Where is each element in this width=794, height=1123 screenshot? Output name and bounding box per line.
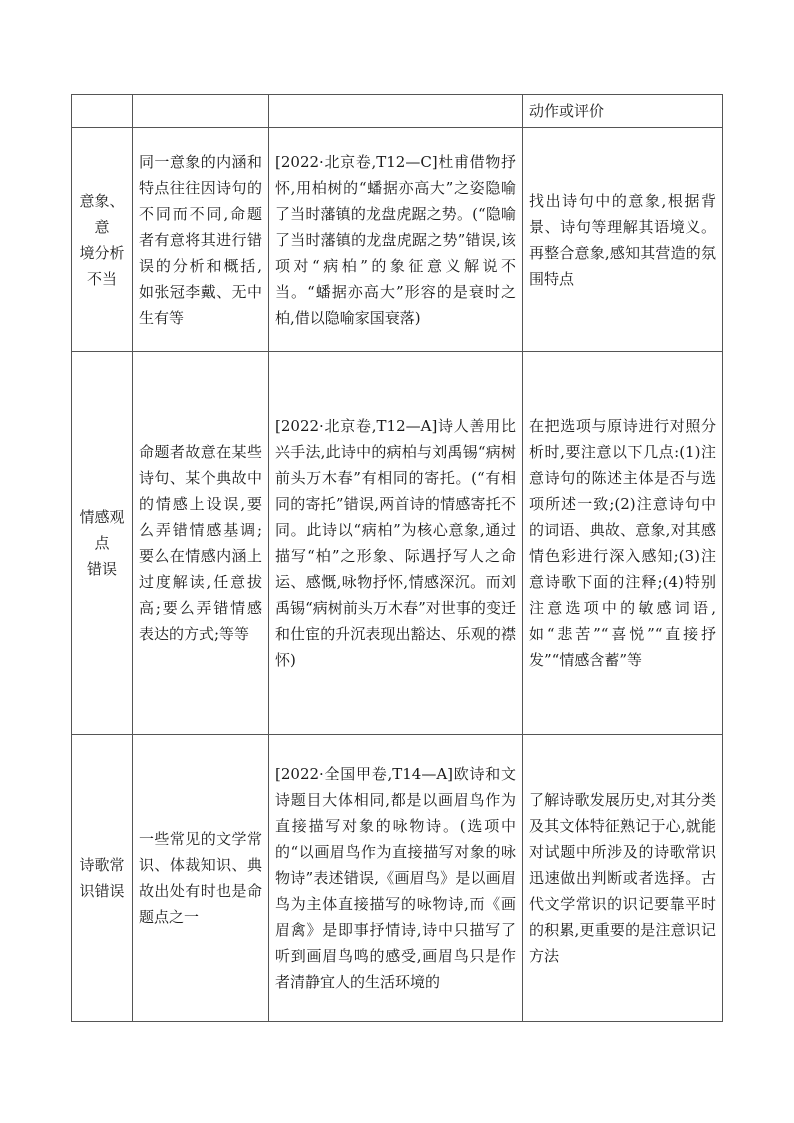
analysis-table — [71, 94, 723, 1022]
category-cell — [72, 735, 133, 1022]
category-line: 意象、意 — [79, 191, 125, 236]
category-line: 识错误 — [79, 882, 125, 900]
method-cell: 找出诗句中的意象,根据背景、诗句等理解其语境义。再整合意象,感知其营造的氛围特点 — [523, 128, 723, 352]
category-cell — [72, 128, 133, 352]
category-line: 不当 — [86, 269, 117, 288]
header-cell-1 — [72, 95, 133, 128]
header-cell-4: 动作或评价 — [523, 95, 723, 128]
header-cell-3 — [269, 95, 523, 128]
description-cell: 同一意象的内涵和特点往往因诗句的不同而不同,命题者有意将其进行错误的分析和概括,如张冠李戴、无中生有等 — [133, 128, 269, 352]
category-line: 情感观 — [79, 508, 125, 526]
table-header-row — [72, 95, 723, 128]
method-cell: 在把选项与原诗进行对照分析时,要注意以下几点:(1)注意诗句的陈述主体是否与选项所述一致;(2)注意诗句中的词语、典故、意象,对其感情色彩进行深入感知;(3)注意诗歌下面的注释;(4)特别注意选项中的敏感词语,如“悲苦”“喜悦”“直接抒发”“情感含蓄”等 — [523, 352, 723, 735]
category-line: 错误 — [86, 560, 117, 578]
description-cell: 一些常见的文学常识、体裁知识、典故出处有时也是命题点之一 — [133, 735, 269, 1022]
table-row — [72, 128, 723, 352]
table-row — [72, 352, 723, 735]
category-line: 点 — [94, 534, 110, 552]
description-cell: 命题者故意在某些诗句、某个典故中的情感上设误,要么弄错情感基调;要么在情感内涵上过度解读,任意拔高;要么弄错情感表达的方式;等等 — [133, 352, 269, 735]
example-cell: [2022·北京卷,T12—C]杜甫借物抒怀,用柏树的“蟠据亦高大”之姿隐喻了当时藩镇的龙盘虎踞之势。(“隐喻了当时藩镇的龙盘虎踞之势”错误,该项对“病柏”的象征意义解说不当。“蟠据亦高大”形容的是衰时之柏,借以隐喻家国衰落) — [269, 128, 523, 352]
example-cell: [2022·北京卷,T12—A]诗人善用比兴手法,此诗中的病柏与刘禹锡“病树前头万木春”有相同的寄托。(“有相同的寄托”错误,两首诗的情感寄托不同。此诗以“病柏”为核心意象,通过描写“柏”之形象、际遇抒写人之命运、感慨,咏物抒怀,情感深沉。而刘禹锡“病树前头万木春”对世事的变迁和仕宦的升沉表现出豁达、乐观的襟怀) — [269, 352, 523, 735]
example-cell: [2022·全国甲卷,T14—A]欧诗和文诗题目大体相同,都是以画眉鸟作为直接描写对象的咏物诗。(选项中的“以画眉鸟作为直接描写对象的咏物诗”表述错误,《画眉鸟》是以画眉鸟为主体直接描写的咏物诗,而《画眉禽》是即事抒情诗,诗中只描写了听到画眉鸟鸣的感受,画眉鸟只是作者清静宜人的生活环境的 — [269, 735, 523, 1022]
category-cell — [72, 352, 133, 735]
table-row — [72, 735, 723, 1022]
header-cell-2 — [133, 95, 269, 128]
method-cell: 了解诗歌发展历史,对其分类及其文体特征熟记于心,就能对试题中所涉及的诗歌常识迅速做出判断或者选择。古代文学常识的识记要靠平时的积累,更重要的是注意识记方法 — [523, 735, 723, 1022]
category-line: 诗歌常 — [79, 856, 125, 874]
category-line: 境分析 — [79, 243, 125, 262]
